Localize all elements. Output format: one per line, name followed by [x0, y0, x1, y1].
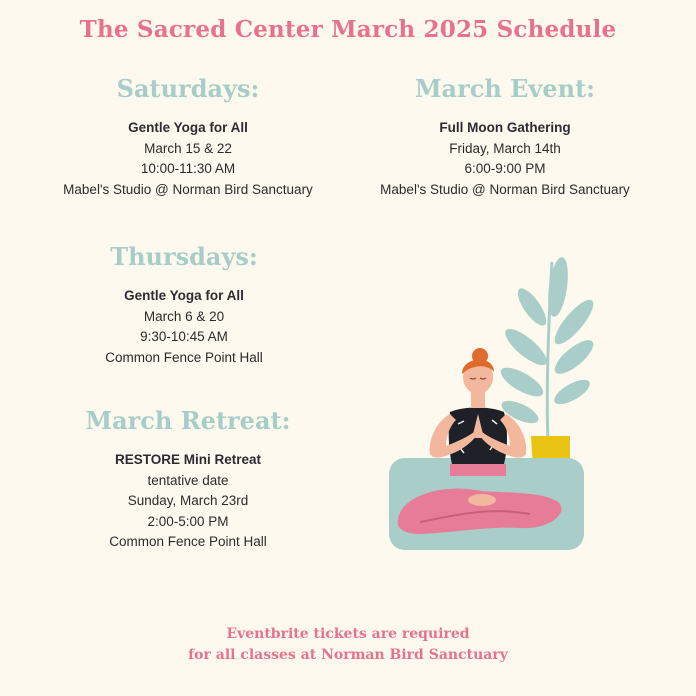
saturdays-section — [28, 74, 348, 200]
footer-line-1: Eventbrite tickets are required — [226, 626, 470, 642]
retreat-event-name: RESTORE Mini Retreat — [114, 452, 262, 467]
hair-bun-icon — [472, 348, 488, 364]
footer-note — [0, 624, 696, 666]
march-event-location: Mabel's Studio @ Norman Bird Sanctuary — [380, 181, 630, 197]
thursdays-location: Common Fence Point Hall — [105, 349, 263, 365]
march-event-time: 6:00-9:00 PM — [464, 161, 546, 176]
saturdays-time: 10:00-11:30 AM — [140, 161, 236, 176]
saturdays-dates: March 15 & 22 — [144, 140, 232, 156]
saturdays-location: Mabel's Studio @ Norman Bird Sanctuary — [63, 181, 313, 197]
thursdays-time: 9:30-10:45 AM — [140, 329, 228, 344]
retreat-heading: March Retreat: — [85, 406, 291, 435]
saturdays-heading: Saturdays: — [116, 74, 260, 103]
retreat-time: 2:00-5:00 PM — [147, 513, 229, 529]
retreat-note: tentative date — [147, 472, 229, 488]
saturdays-event-name: Gentle Yoga for All — [128, 120, 248, 135]
thursdays-section — [28, 242, 340, 368]
retreat-section — [28, 406, 348, 553]
march-event-section — [345, 74, 665, 200]
march-event-name: Full Moon Gathering — [439, 120, 571, 135]
plant-leaves-icon — [497, 256, 599, 442]
march-event-dates: Friday, March 14th — [449, 140, 561, 156]
retreat-location: Common Fence Point Hall — [109, 534, 267, 549]
thursdays-event-name: Gentle Yoga for All — [124, 288, 244, 303]
yoga-woman-meditating-with-plant-illustration — [380, 252, 600, 554]
thursdays-dates: March 6 & 20 — [143, 308, 225, 324]
march-event-heading: March Event: — [414, 74, 596, 103]
page-title: The Sacred Center March 2025 Schedule — [79, 16, 617, 43]
thursdays-heading: Thursdays: — [110, 242, 258, 271]
retreat-dates: Sunday, March 23rd — [127, 493, 249, 508]
footer-line-2: for all classes at Norman Bird Sanctuary — [188, 647, 508, 663]
